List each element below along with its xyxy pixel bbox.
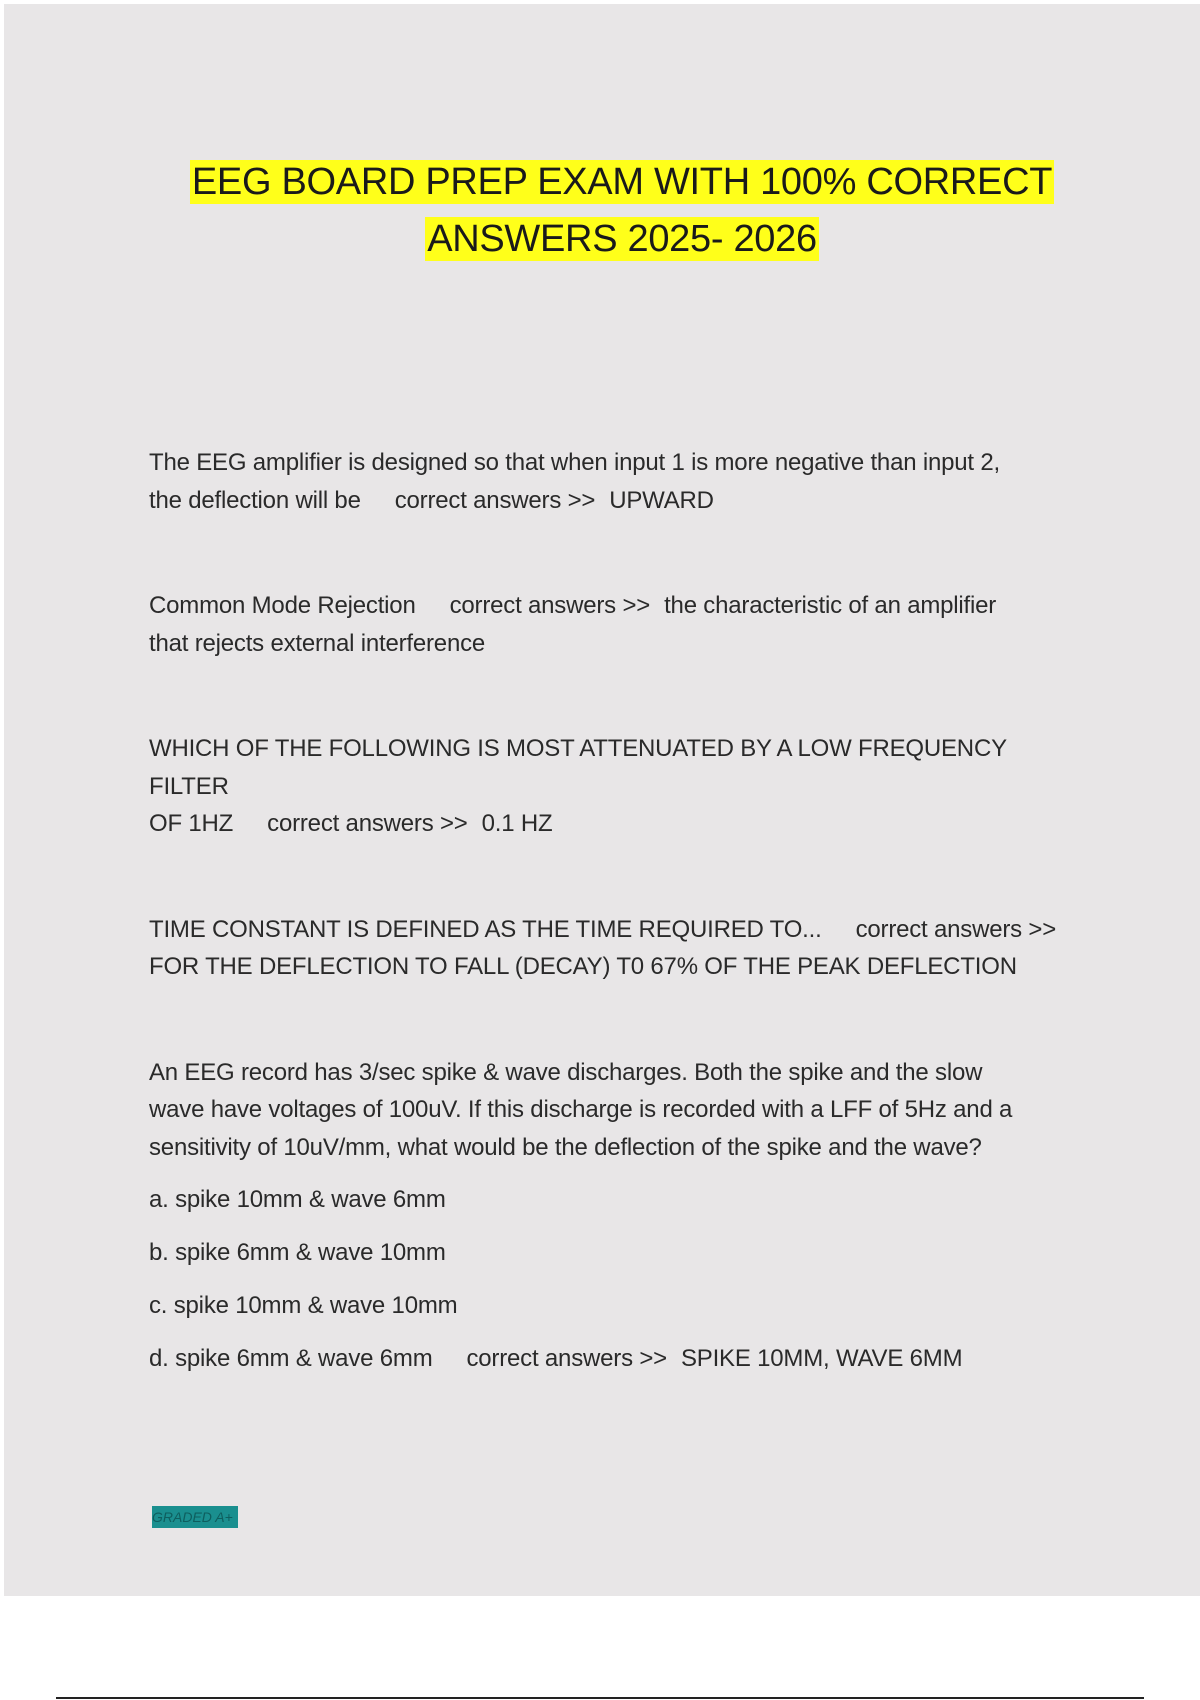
question-text: WHICH OF THE FOLLOWING IS MOST ATTENUATED BY A LOW FREQUENCY FILTER [149, 735, 1007, 800]
option-b: b. spike 6mm & wave 10mm [149, 1239, 446, 1266]
answer-marker: correct answers >> [855, 915, 1057, 943]
question-item-1 [149, 444, 1089, 519]
question-text: The EEG amplifier is designed so that when input 1 is more negative than input 2, [149, 449, 1000, 476]
question-text: An EEG record has 3/sec spike & wave discharges. Both the spike and the slow [149, 1058, 983, 1086]
title-line-2: ANSWERS 2025- 2026 [427, 218, 817, 260]
answer-text: SPIKE 10MM, WAVE 6MM [680, 1345, 963, 1372]
answer-marker: correct answers >> [394, 486, 596, 514]
answer-marker: correct answers >> [267, 810, 468, 837]
question-text: Common Mode Rejection [149, 592, 416, 619]
graded-badge: GRADED A+ [152, 1506, 238, 1528]
answer-text: that rejects external interference [149, 629, 486, 657]
question-item-2 [149, 587, 1089, 662]
option-d-text: d. spike 6mm & wave 6mm [149, 1345, 433, 1372]
question-text: the deflection will be [149, 486, 361, 514]
answer-marker: correct answers >> [466, 1345, 667, 1372]
answer-text: 0.1 HZ [481, 810, 553, 837]
footer-divider [56, 1697, 1144, 1699]
option-c: c. spike 10mm & wave 10mm [149, 1292, 458, 1319]
option-a: a. spike 10mm & wave 6mm [149, 1186, 446, 1213]
answer-text: the characteristic of an amplifier [664, 592, 997, 619]
question-list [149, 444, 1089, 1446]
question-item-5 [149, 1054, 1089, 1379]
question-item-3 [149, 730, 1089, 843]
answer-text: FOR THE DEFLECTION TO FALL (DECAY) T0 67% OF THE PEAK DEFLECTION [149, 953, 1017, 980]
document-title [4, 154, 1200, 268]
question-item-4 [149, 911, 1089, 986]
answer-text: UPWARD [609, 486, 714, 514]
option-d [149, 1339, 1089, 1378]
question-text: sensitivity of 10uV/mm, what would be the deflection of the spike and the wave? [149, 1133, 982, 1161]
document-page [4, 4, 1200, 1596]
question-text: TIME CONSTANT IS DEFINED AS THE TIME REQUIRED TO... [149, 915, 822, 943]
title-line-1: EEG BOARD PREP EXAM WITH 100% CORRECT [191, 161, 1053, 203]
question-text: OF 1HZ [149, 810, 234, 837]
answer-marker: correct answers >> [449, 592, 651, 619]
question-text: wave have voltages of 100uV. If this discharge is recorded with a LFF of 5Hz and a [149, 1096, 1013, 1123]
